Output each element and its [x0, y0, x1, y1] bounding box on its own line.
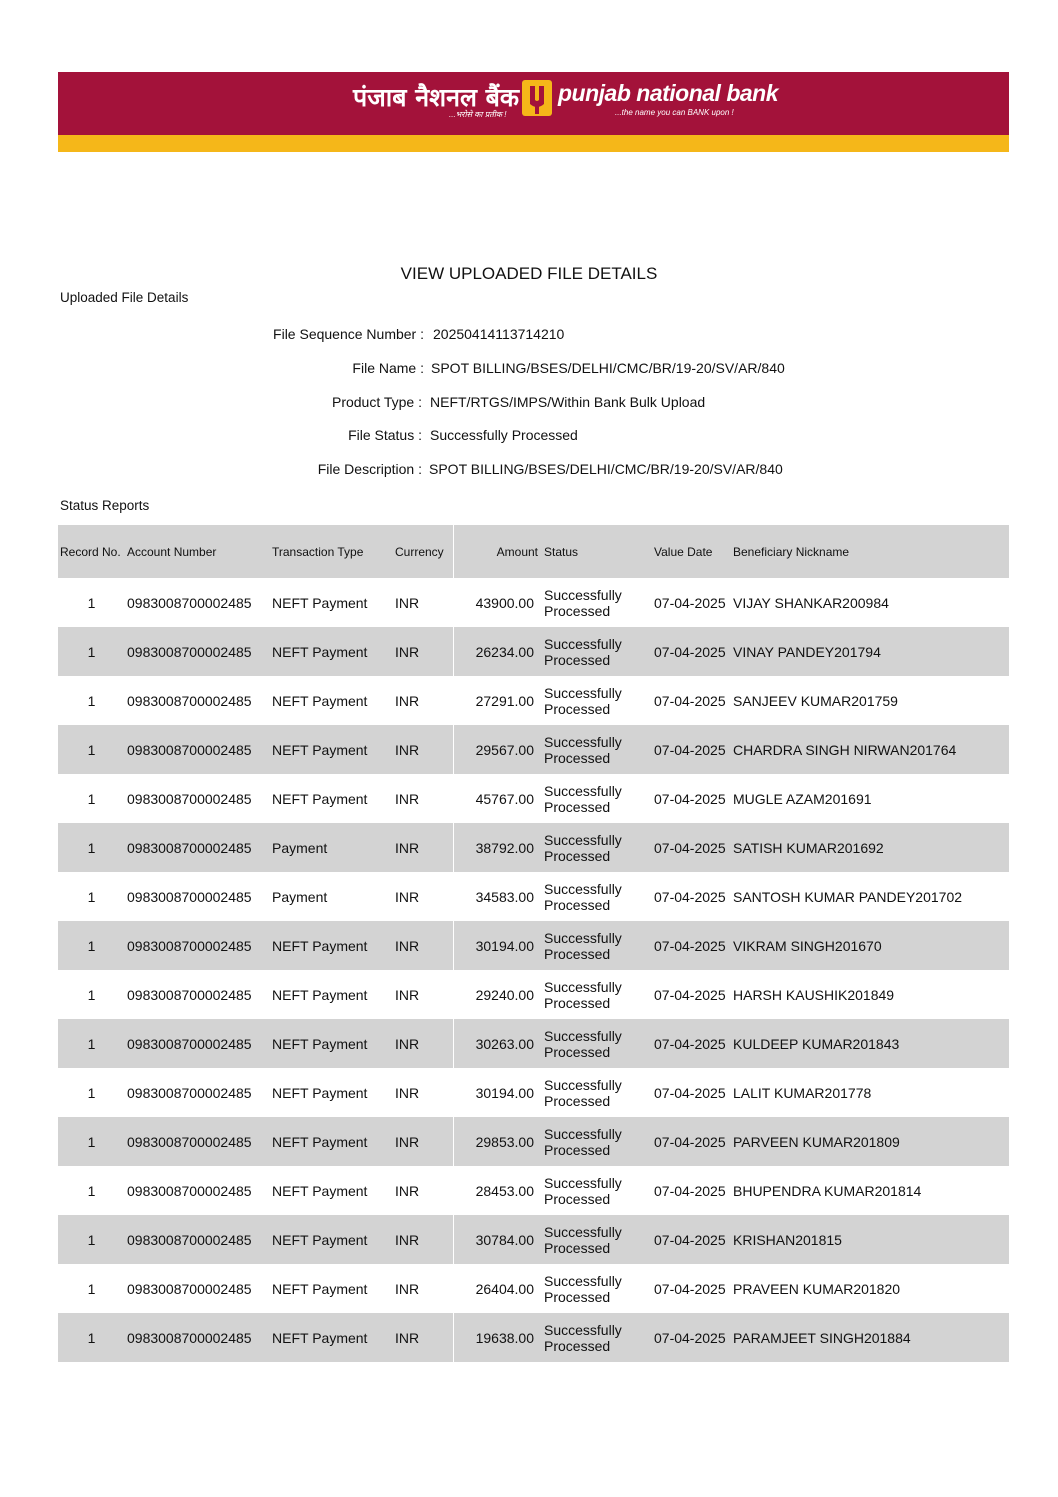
cell-status: Successfully Processed [542, 1215, 652, 1264]
cell-record-no: 1 [87, 986, 96, 1003]
cell-value-date: 07-04-2025 [654, 1182, 726, 1199]
cell-status: Successfully Processed [542, 1117, 652, 1166]
cell-transaction-type: NEFT Payment [272, 1280, 368, 1297]
table-row [58, 1215, 1009, 1264]
cell-status: Successfully Processed [544, 880, 622, 913]
cell-currency: INR [395, 1280, 420, 1297]
cell-beneficiary-nickname: SANJEEV KUMAR201759 [733, 692, 898, 709]
cell-record-no: 1 [58, 921, 125, 970]
cell-currency: INR [395, 790, 420, 807]
cell-record-no: 1 [58, 1019, 125, 1068]
cell-value-date: 07-04-2025 [652, 1215, 731, 1264]
cell-transaction-type: Payment [272, 888, 328, 905]
cell-currency: INR [393, 823, 453, 872]
table-row [58, 823, 1009, 872]
cell-currency: INR [393, 627, 453, 676]
cell-record-no: 1 [58, 1215, 125, 1264]
cell-transaction-type: NEFT Payment [272, 1084, 368, 1101]
table-row [58, 627, 1009, 676]
cell-value-date: 07-04-2025 [654, 1084, 726, 1101]
table-row [58, 676, 1009, 725]
table-row [58, 921, 1009, 970]
cell-value-date: 07-04-2025 [652, 627, 731, 676]
cell-status: Successfully Processed [542, 1313, 652, 1362]
cell-record-no: 1 [58, 725, 125, 774]
cell-transaction-type: NEFT Payment [270, 1313, 393, 1362]
cell-value-date: 07-04-2025 [654, 594, 726, 611]
cell-value-date: 07-04-2025 [652, 1117, 731, 1166]
cell-record-no: 1 [87, 692, 96, 709]
cell-account-number: 0983008700002485 [125, 1117, 270, 1166]
cell-beneficiary-nickname: KULDEEP KUMAR201843 [731, 1019, 1009, 1068]
header-transaction-type: Transaction Type [270, 525, 393, 578]
cell-account-number: 0983008700002485 [125, 1313, 270, 1362]
cell-beneficiary-nickname: SANTOSH KUMAR PANDEY201702 [733, 888, 963, 905]
cell-beneficiary-nickname: HARSH KAUSHIK201849 [733, 986, 895, 1003]
cell-amount: 30194.00 [453, 921, 542, 970]
table-header-row [58, 525, 1009, 578]
cell-account-number: 0983008700002485 [127, 692, 252, 709]
cell-status: Successfully Processed [542, 823, 652, 872]
cell-transaction-type: NEFT Payment [270, 921, 393, 970]
status-reports-label: Status Reports [60, 498, 150, 513]
cell-account-number: 0983008700002485 [125, 823, 270, 872]
uploaded-file-details-label: Uploaded File Details [60, 290, 189, 305]
cell-record-no: 1 [58, 1117, 125, 1166]
cell-currency: INR [395, 986, 420, 1003]
cell-beneficiary-nickname: LALIT KUMAR201778 [733, 1084, 872, 1101]
header-value-date: Value Date [652, 525, 731, 578]
cell-transaction-type: NEFT Payment [270, 627, 393, 676]
cell-record-no: 1 [87, 1084, 96, 1101]
cell-beneficiary-nickname: VIJAY SHANKAR200984 [733, 594, 889, 611]
cell-status: Successfully Processed [544, 586, 622, 619]
cell-beneficiary-nickname: KRISHAN201815 [731, 1215, 1009, 1264]
cell-transaction-type: NEFT Payment [270, 1019, 393, 1068]
bank-name-english: punjab national bank [558, 80, 779, 106]
cell-record-no: 1 [87, 594, 96, 611]
cell-currency: INR [395, 1084, 420, 1101]
table-row [58, 725, 1009, 774]
cell-transaction-type: NEFT Payment [270, 1215, 393, 1264]
cell-beneficiary-nickname: PARAMJEET SINGH201884 [731, 1313, 1009, 1362]
table-row [58, 970, 1009, 1019]
cell-transaction-type: NEFT Payment [270, 1117, 393, 1166]
header-beneficiary-nickname: Beneficiary Nickname [731, 525, 1009, 578]
cell-amount: 30784.00 [453, 1215, 542, 1264]
table-row [58, 1313, 1009, 1362]
cell-status: Successfully Processed [544, 978, 622, 1011]
table-row [58, 774, 1009, 823]
cell-transaction-type: NEFT Payment [272, 594, 368, 611]
cell-record-no: 1 [87, 888, 96, 905]
cell-beneficiary-nickname: PARVEEN KUMAR201809 [731, 1117, 1009, 1166]
cell-account-number: 0983008700002485 [125, 627, 270, 676]
cell-value-date: 07-04-2025 [652, 1313, 731, 1362]
bank-tagline-hindi: ...भरोसे का प्रतीक ! [449, 110, 507, 119]
detail-label: File Description : [317, 461, 422, 477]
pnb-logo-mark-icon [522, 80, 552, 116]
page-title: VIEW UPLOADED FILE DETAILS [400, 264, 658, 283]
cell-transaction-type: NEFT Payment [272, 692, 368, 709]
cell-value-date: 07-04-2025 [654, 790, 726, 807]
cell-record-no: 1 [58, 823, 125, 872]
cell-amount: 45767.00 [453, 774, 542, 823]
cell-beneficiary-nickname: CHARDRA SINGH NIRWAN201764 [731, 725, 1009, 774]
cell-amount: 29853.00 [453, 1117, 542, 1166]
bank-tagline-english: ...the name you can BANK upon ! [615, 108, 734, 117]
cell-transaction-type: NEFT Payment [272, 790, 368, 807]
cell-amount: 26234.00 [453, 627, 542, 676]
detail-file-status [0, 427, 1058, 447]
cell-status: Successfully Processed [542, 1019, 652, 1068]
cell-beneficiary-nickname: VINAY PANDEY201794 [731, 627, 1009, 676]
detail-label: File Status : [348, 427, 422, 443]
cell-status: Successfully Processed [544, 1272, 622, 1305]
cell-value-date: 07-04-2025 [652, 823, 731, 872]
header-record-no: Record No. [58, 525, 125, 578]
cell-amount: 43900.00 [453, 578, 542, 627]
detail-label: File Sequence Number : [273, 326, 424, 342]
cell-account-number: 0983008700002485 [125, 1019, 270, 1068]
detail-value: SPOT BILLING/BSES/DELHI/CMC/BR/19-20/SV/AR/840 [429, 461, 783, 477]
cell-value-date: 07-04-2025 [654, 692, 726, 709]
detail-label: File Name : [352, 360, 424, 376]
bank-logo [353, 78, 779, 128]
cell-amount: 30263.00 [453, 1019, 542, 1068]
cell-record-no: 1 [87, 1182, 96, 1199]
cell-record-no: 1 [87, 790, 96, 807]
cell-amount: 34583.00 [453, 872, 542, 921]
cell-currency: INR [395, 594, 420, 611]
cell-amount: 19638.00 [453, 1313, 542, 1362]
table-body [58, 578, 1009, 1362]
detail-value: 20250414113714210 [433, 326, 565, 342]
cell-currency: INR [393, 1215, 453, 1264]
cell-record-no: 1 [87, 1280, 96, 1297]
cell-status: Successfully Processed [544, 1076, 622, 1109]
cell-value-date: 07-04-2025 [654, 1280, 726, 1297]
cell-account-number: 0983008700002485 [127, 888, 252, 905]
detail-value: NEFT/RTGS/IMPS/Within Bank Bulk Upload [430, 394, 706, 410]
cell-record-no: 1 [58, 1313, 125, 1362]
table-row [58, 872, 1009, 921]
cell-account-number: 0983008700002485 [127, 790, 252, 807]
bank-header-banner [58, 72, 1009, 152]
cell-transaction-type: NEFT Payment [270, 725, 393, 774]
cell-currency: INR [393, 921, 453, 970]
cell-account-number: 0983008700002485 [125, 921, 270, 970]
cell-account-number: 0983008700002485 [127, 986, 252, 1003]
cell-amount: 30194.00 [453, 1068, 542, 1117]
detail-file-description [0, 461, 1058, 481]
cell-account-number: 0983008700002485 [125, 725, 270, 774]
cell-amount: 29240.00 [453, 970, 542, 1019]
detail-file-sequence-number [0, 326, 1058, 346]
cell-beneficiary-nickname: MUGLE AZAM201691 [733, 790, 872, 807]
cell-status: Successfully Processed [542, 921, 652, 970]
cell-transaction-type: NEFT Payment [272, 1182, 368, 1199]
table-row [58, 1019, 1009, 1068]
cell-value-date: 07-04-2025 [652, 921, 731, 970]
cell-transaction-type: Payment [270, 823, 393, 872]
cell-account-number: 0983008700002485 [125, 1215, 270, 1264]
cell-record-no: 1 [58, 627, 125, 676]
table-row [58, 578, 1009, 627]
header-amount: Amount [453, 525, 542, 578]
cell-account-number: 0983008700002485 [127, 1280, 252, 1297]
cell-beneficiary-nickname: VIKRAM SINGH201670 [731, 921, 1009, 970]
cell-status: Successfully Processed [542, 725, 652, 774]
detail-value: Successfully Processed [430, 427, 578, 443]
table-row [58, 1166, 1009, 1215]
table-row [58, 1117, 1009, 1166]
detail-value: SPOT BILLING/BSES/DELHI/CMC/BR/19-20/SV/AR/840 [431, 360, 785, 376]
detail-file-name [0, 360, 1058, 380]
cell-beneficiary-nickname: PRAVEEN KUMAR201820 [733, 1280, 901, 1297]
cell-currency: INR [393, 1313, 453, 1362]
cell-account-number: 0983008700002485 [127, 594, 252, 611]
cell-beneficiary-nickname: BHUPENDRA KUMAR201814 [733, 1182, 922, 1199]
table-row [58, 1264, 1009, 1313]
cell-currency: INR [393, 725, 453, 774]
cell-amount: 26404.00 [453, 1264, 542, 1313]
cell-currency: INR [393, 1019, 453, 1068]
cell-value-date: 07-04-2025 [654, 986, 726, 1003]
header-currency: Currency [393, 525, 453, 578]
cell-transaction-type: NEFT Payment [272, 986, 368, 1003]
banner-gold-stripe [58, 135, 1009, 152]
cell-account-number: 0983008700002485 [127, 1182, 252, 1199]
cell-currency: INR [393, 1117, 453, 1166]
bank-name-hindi: पंजाब नैशनल बैंक [353, 83, 520, 112]
cell-currency: INR [395, 1182, 420, 1199]
cell-status: Successfully Processed [544, 684, 622, 717]
status-reports-table [58, 525, 1009, 1362]
header-status: Status [542, 525, 652, 578]
cell-amount: 38792.00 [453, 823, 542, 872]
cell-status: Successfully Processed [544, 1174, 622, 1207]
cell-account-number: 0983008700002485 [127, 1084, 252, 1101]
cell-value-date: 07-04-2025 [654, 888, 726, 905]
cell-amount: 29567.00 [453, 725, 542, 774]
cell-value-date: 07-04-2025 [652, 725, 731, 774]
cell-amount: 27291.00 [453, 676, 542, 725]
cell-beneficiary-nickname: SATISH KUMAR201692 [731, 823, 1009, 872]
cell-status: Successfully Processed [542, 627, 652, 676]
detail-product-type [0, 394, 1058, 414]
cell-status: Successfully Processed [544, 782, 622, 815]
detail-label: Product Type : [331, 394, 422, 410]
cell-amount: 28453.00 [453, 1166, 542, 1215]
cell-currency: INR [395, 692, 420, 709]
cell-currency: INR [395, 888, 420, 905]
table-row [58, 1068, 1009, 1117]
header-account-number: Account Number [125, 525, 270, 578]
cell-value-date: 07-04-2025 [652, 1019, 731, 1068]
